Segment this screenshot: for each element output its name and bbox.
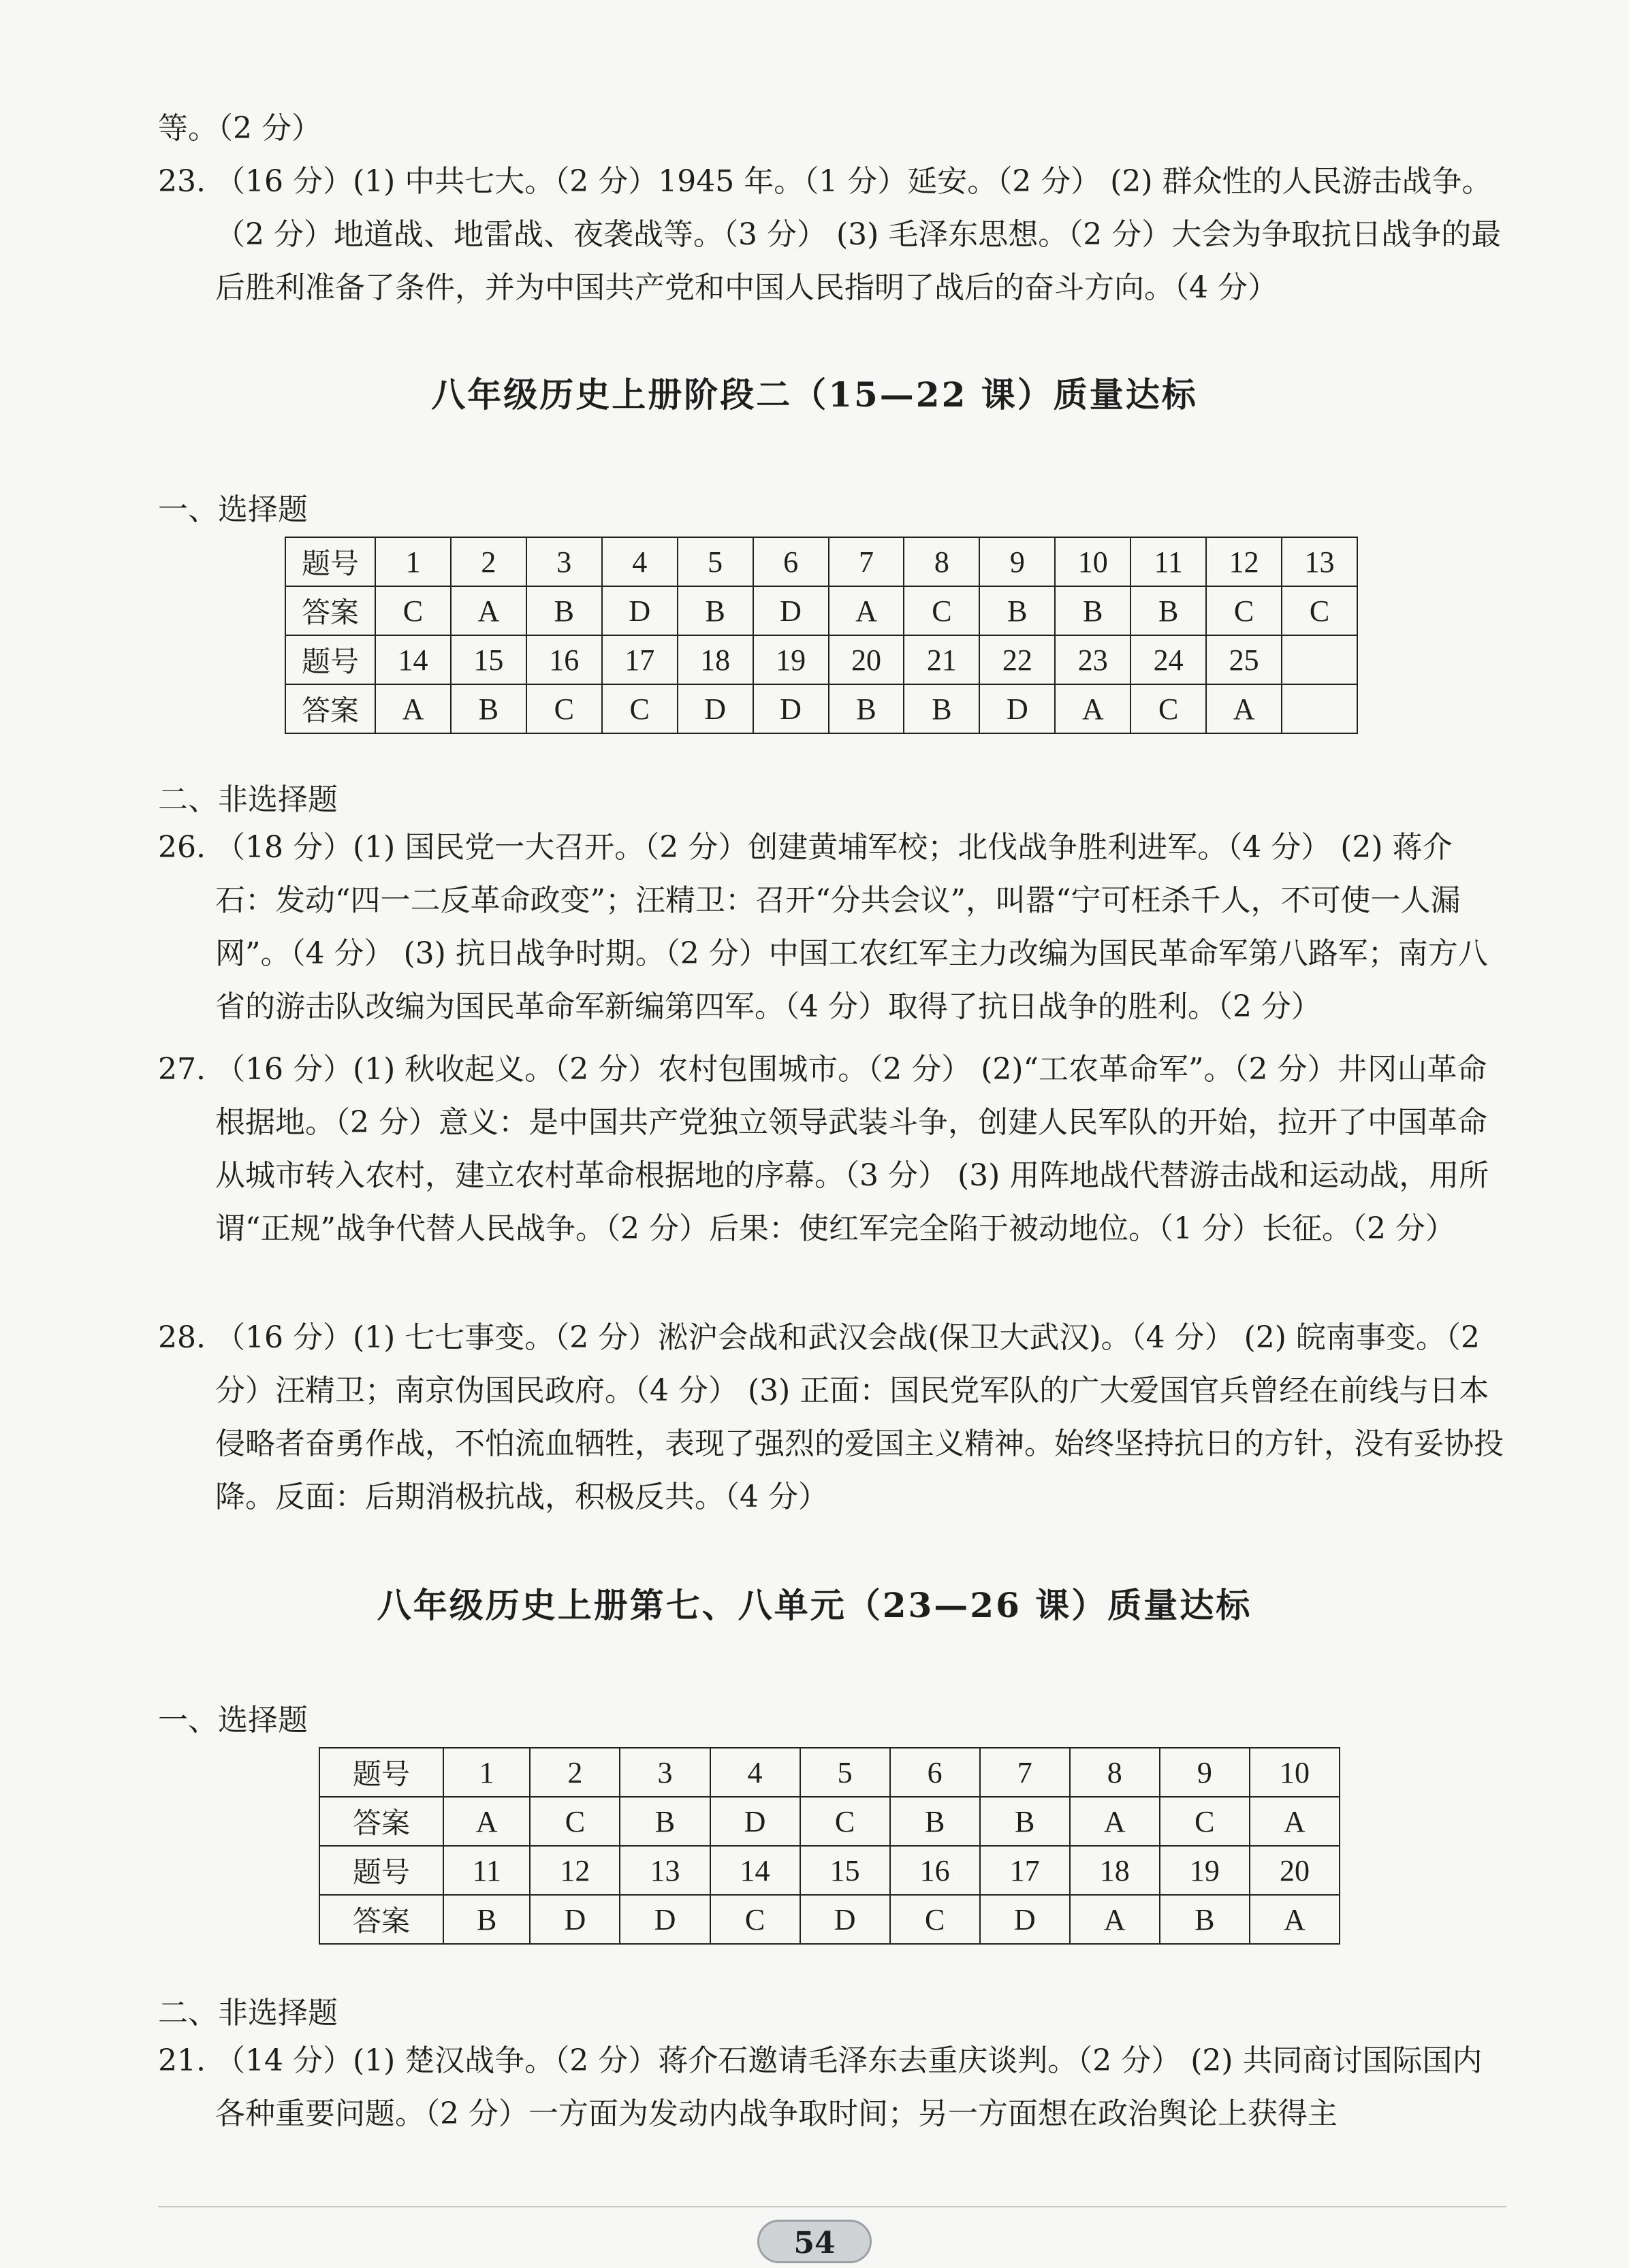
table-cell: B xyxy=(904,684,979,733)
table-cell: 14 xyxy=(710,1846,800,1895)
choice-heading: 一、选择题 xyxy=(158,1703,308,1738)
table-row xyxy=(319,1895,1340,1944)
table-cell: 8 xyxy=(904,537,979,586)
table-cell: D xyxy=(980,1895,1070,1944)
table-cell: 1 xyxy=(443,1748,530,1797)
table-cell: B xyxy=(980,1797,1070,1846)
table-cell: 6 xyxy=(753,537,829,586)
table-cell: D xyxy=(753,684,829,733)
table-row xyxy=(285,635,1357,684)
table-cell: 4 xyxy=(602,537,678,586)
table-cell: 6 xyxy=(890,1748,980,1797)
table-cell: B xyxy=(1160,1895,1250,1944)
table-cell: 11 xyxy=(1130,537,1206,586)
table-row xyxy=(319,1748,1340,1797)
table-cell: 2 xyxy=(451,537,526,586)
table-cell: 17 xyxy=(602,635,678,684)
answer-27 xyxy=(158,1043,1506,1256)
answer-text: （16 分）(1) 中共七大。（2 分）1945 年。（1 分）延安。（2 分） (2) 群众性的人民游击战争。（2 分）地道战、地雷战、夜袭战等。（3 分） (3) 毛泽东思想。（2 分）大会为争取抗日战争的最后胜利准备了条件，并为中国共产党和中国人民指明了战后的奋斗方向。（4 分） xyxy=(215,164,1502,305)
table-cell: 20 xyxy=(829,635,904,684)
answer-table-unit78 xyxy=(319,1747,1340,1945)
table-cell: 5 xyxy=(800,1748,890,1797)
table-cell: C xyxy=(890,1895,980,1944)
table-cell: A xyxy=(451,586,526,635)
table-cell: C xyxy=(710,1895,800,1944)
table-row xyxy=(285,537,1357,586)
answer-text: （14 分）(1) 楚汉战争。（2 分）蒋介石邀请毛泽东去重庆谈判。（2 分） (2) 共同商讨国际国内各种重要问题。（2 分）一方面为发动内战争取时间；另一方面想在政治舆论上获得主 xyxy=(215,2043,1483,2131)
table-cell: 2 xyxy=(530,1748,620,1797)
table-row xyxy=(285,586,1357,635)
table-cell: 10 xyxy=(1055,537,1130,586)
table-cell: A xyxy=(443,1797,530,1846)
answer-table-stage2 xyxy=(285,537,1358,734)
table-cell: C xyxy=(1160,1797,1250,1846)
table-cell: 24 xyxy=(1130,635,1206,684)
table-cell: 21 xyxy=(904,635,979,684)
table-cell: 5 xyxy=(678,537,753,586)
table-cell: C xyxy=(904,586,979,635)
table-cell: 15 xyxy=(451,635,526,684)
section-title-unit78: 八年级历史上册第七、八单元（23—26 课）质量达标 xyxy=(377,1585,1252,1625)
table-cell: D xyxy=(800,1895,890,1944)
continuation-text: 等。（2 分） xyxy=(158,111,321,146)
table-cell: 8 xyxy=(1070,1748,1160,1797)
table-cell: D xyxy=(530,1895,620,1944)
row-label-cell: 答案 xyxy=(285,684,375,733)
table-row xyxy=(285,684,1357,733)
question-number: 26. xyxy=(158,830,206,865)
table-cell: A xyxy=(375,684,451,733)
table-cell: D xyxy=(710,1797,800,1846)
table-cell: A xyxy=(1250,1895,1340,1944)
row-label-cell: 答案 xyxy=(319,1895,443,1944)
table-cell: A xyxy=(1206,684,1282,733)
table-cell: B xyxy=(890,1797,980,1846)
table-cell: 19 xyxy=(753,635,829,684)
table-cell: 18 xyxy=(678,635,753,684)
table-cell: 10 xyxy=(1250,1748,1340,1797)
choice-heading: 一、选择题 xyxy=(158,492,308,527)
table-row xyxy=(319,1846,1340,1895)
table-cell: D xyxy=(678,684,753,733)
table-cell: 25 xyxy=(1206,635,1282,684)
table-cell: B xyxy=(443,1895,530,1944)
table-row xyxy=(319,1797,1340,1846)
question-number: 27. xyxy=(158,1052,206,1087)
answer-23 xyxy=(158,155,1506,315)
table-cell: D xyxy=(602,586,678,635)
table-cell: C xyxy=(1282,586,1357,635)
table-cell: A xyxy=(1250,1797,1340,1846)
table-cell: 7 xyxy=(829,537,904,586)
answer-26 xyxy=(158,821,1506,1034)
row-label-cell: 题号 xyxy=(285,635,375,684)
table-cell: C xyxy=(1206,586,1282,635)
table-cell: B xyxy=(526,586,602,635)
row-label-cell: 题号 xyxy=(319,1846,443,1895)
table-cell: B xyxy=(451,684,526,733)
row-label-cell: 答案 xyxy=(285,586,375,635)
table-cell: B xyxy=(1130,586,1206,635)
table-cell: 7 xyxy=(980,1748,1070,1797)
table-cell: C xyxy=(375,586,451,635)
answer-text: （16 分）(1) 七七事变。（2 分）淞沪会战和武汉会战(保卫大武汉)。（4 分） (2) 皖南事变。（2 分）汪精卫；南京伪国民政府。（4 分） (3) 正面：国民党军队的广大爱国官兵曾经在前线与日本侵略者奋勇作战，不怕流血牺牲，表现了强烈的爱国主义精神。始终坚持抗日的方针，没有妥协投降。反面：后期消极抗战，积极反共。（4 分） xyxy=(215,1320,1504,1514)
table-cell: A xyxy=(1070,1797,1160,1846)
table-cell: B xyxy=(678,586,753,635)
table-cell: D xyxy=(753,586,829,635)
nonchoice-heading: 二、非选择题 xyxy=(158,782,338,817)
table-cell: C xyxy=(526,684,602,733)
table-cell: 3 xyxy=(620,1748,710,1797)
answer-text: （16 分）(1) 秋收起义。（2 分）农村包围城市。（2 分） (2)“工农革命军”。（2 分）井冈山革命根据地。（2 分）意义：是中国共产党独立领导武装斗争，创建人民军队的开始，拉开了中国革命从城市转入农村，建立农村革命根据地的序幕。（3 分） (3) 用阵地战代替游击战和运动战，用所谓“正规”战争代替人民战争。（2 分）后果：使红军完全陷于被动地位。（1 分）长征。（2 分） xyxy=(215,1052,1489,1246)
table-cell: A xyxy=(1055,684,1130,733)
table-cell xyxy=(1282,635,1357,684)
table-cell: C xyxy=(1130,684,1206,733)
table-cell: B xyxy=(829,684,904,733)
table-cell: 19 xyxy=(1160,1846,1250,1895)
table-cell: D xyxy=(620,1895,710,1944)
table-cell: C xyxy=(530,1797,620,1846)
table-cell: A xyxy=(1070,1895,1160,1944)
table-cell: 15 xyxy=(800,1846,890,1895)
table-cell: D xyxy=(979,684,1055,733)
table-cell: 9 xyxy=(1160,1748,1250,1797)
table-cell: 1 xyxy=(375,537,451,586)
table-cell: 22 xyxy=(979,635,1055,684)
table-cell: C xyxy=(800,1797,890,1846)
table-cell: 16 xyxy=(890,1846,980,1895)
answer-28 xyxy=(158,1311,1506,1524)
table-cell: B xyxy=(979,586,1055,635)
row-label-cell: 题号 xyxy=(319,1748,443,1797)
table-cell: 23 xyxy=(1055,635,1130,684)
footer-divider xyxy=(158,2206,1506,2207)
answer-text: （18 分）(1) 国民党一大召开。（2 分）创建黄埔军校；北伐战争胜利进军。（4 分） (2) 蒋介石：发动“四一二反革命政变”；汪精卫：召开“分共会议”，叫嚣“宁可枉杀千人，不可使一人漏网”。（4 分） (3) 抗日战争时期。（2 分）中国工农红军主力改编为国民革命军第八路军；南方八省的游击队改编为国民革命军新编第四军。（4 分）取得了抗日战争的胜利。（2 分） xyxy=(215,830,1488,1024)
table-cell: 13 xyxy=(620,1846,710,1895)
table-cell: 20 xyxy=(1250,1846,1340,1895)
row-label-cell: 答案 xyxy=(319,1797,443,1846)
page-number: 54 xyxy=(757,2220,872,2263)
question-number: 28. xyxy=(158,1320,206,1355)
table-cell: A xyxy=(829,586,904,635)
table-cell: 4 xyxy=(710,1748,800,1797)
table-cell: 17 xyxy=(980,1846,1070,1895)
table-cell: 12 xyxy=(530,1846,620,1895)
answer-21 xyxy=(158,2034,1506,2141)
table-cell: 13 xyxy=(1282,537,1357,586)
table-cell: 18 xyxy=(1070,1846,1160,1895)
row-label-cell: 题号 xyxy=(285,537,375,586)
table-cell xyxy=(1282,684,1357,733)
table-cell: 11 xyxy=(443,1846,530,1895)
section-title-stage2: 八年级历史上册阶段二（15—22 课）质量达标 xyxy=(431,374,1198,415)
table-cell: 14 xyxy=(375,635,451,684)
table-cell: B xyxy=(1055,586,1130,635)
table-cell: B xyxy=(620,1797,710,1846)
question-number: 21. xyxy=(158,2043,206,2078)
nonchoice-heading: 二、非选择题 xyxy=(158,1996,338,2030)
table-cell: 12 xyxy=(1206,537,1282,586)
question-number: 23. xyxy=(158,164,206,199)
table-cell: 3 xyxy=(526,537,602,586)
table-cell: 9 xyxy=(979,537,1055,586)
table-cell: C xyxy=(602,684,678,733)
table-cell: 16 xyxy=(526,635,602,684)
